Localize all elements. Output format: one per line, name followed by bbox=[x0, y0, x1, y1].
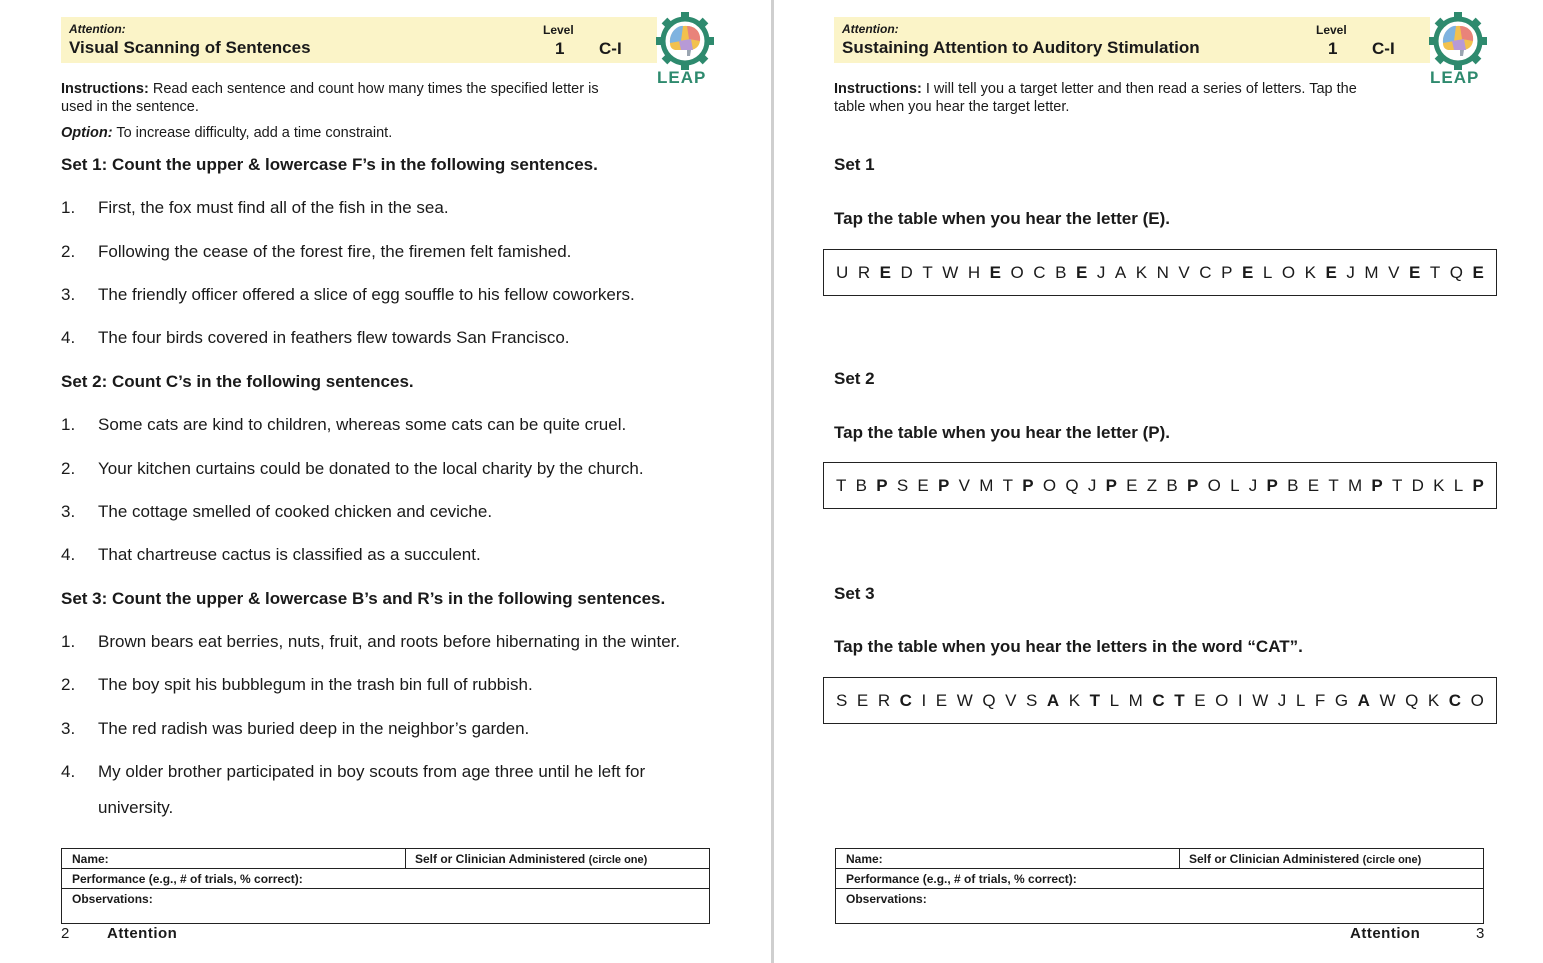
sequence-letter: N bbox=[1156, 263, 1169, 282]
sequence-letter: T bbox=[922, 263, 933, 282]
sequence-letter: Z bbox=[1146, 476, 1158, 495]
sequence-letter: R bbox=[877, 691, 891, 710]
sequence-letter: T bbox=[1429, 263, 1441, 282]
set-2-heading: Set 2 bbox=[834, 369, 875, 388]
item-sentence: The cottage smelled of cooked chicken and ceviche. bbox=[98, 502, 493, 521]
sequence-letter: C bbox=[899, 691, 912, 710]
performance-label: Performance (e.g., # of trials, % correct): bbox=[72, 872, 303, 886]
section-name: Attention bbox=[1350, 925, 1421, 942]
instructions-text: I will tell you a target letter and then read a series of letters. Tap the bbox=[921, 81, 1357, 97]
sequence-letter: P bbox=[1105, 476, 1117, 495]
option-text: To increase difficulty, add a time constraint. bbox=[112, 125, 393, 141]
category-label: Attention: bbox=[842, 22, 899, 36]
sequence-letter: J bbox=[1248, 476, 1258, 495]
set-2-prompt: Tap the table when you hear the letter (P). bbox=[834, 423, 1170, 442]
sequence-letter: E bbox=[935, 691, 948, 710]
item-sentence: First, the fox must find all of the fish in the sea. bbox=[98, 198, 449, 217]
instructions bbox=[834, 80, 1424, 116]
item-number: 4. bbox=[61, 545, 76, 564]
sequence-letter: B bbox=[855, 476, 867, 495]
sequence-letter: C bbox=[1152, 691, 1165, 710]
letter-sequence bbox=[836, 263, 1484, 283]
logo-text: LEAP bbox=[657, 68, 707, 87]
brain-gear-icon bbox=[655, 12, 715, 70]
admin-note: (circle one) bbox=[1362, 854, 1422, 866]
sequence-letter: E bbox=[1075, 263, 1088, 282]
sequence-letter: E bbox=[1241, 263, 1254, 282]
sequence-letter: P bbox=[1221, 263, 1233, 282]
sequence-letter: J bbox=[1096, 263, 1106, 282]
item-number: 3. bbox=[61, 719, 76, 738]
item-sentence: My older brother participated in boy scouts from age three until he left for bbox=[98, 762, 646, 781]
leap-logo bbox=[655, 12, 715, 90]
instructions-text: Read each sentence and count how many times the specified letter is bbox=[148, 81, 599, 97]
sequence-letter: M bbox=[1364, 263, 1379, 282]
admin-text: Self or Clinician Administered bbox=[415, 852, 586, 866]
sequence-letter: S bbox=[896, 476, 909, 495]
instructions-text-cont: used in the sentence. bbox=[61, 99, 199, 115]
sequence-letter: E bbox=[1408, 263, 1421, 282]
item-sentence: The friendly officer offered a slice of egg souffle to his fellow coworkers. bbox=[98, 285, 635, 304]
sequence-letter: V bbox=[1005, 691, 1017, 710]
item-number: 3. bbox=[61, 502, 76, 521]
sequence-letter: M bbox=[1128, 691, 1143, 710]
sequence-letter: Q bbox=[1065, 476, 1079, 495]
observations-label: Observations: bbox=[72, 892, 153, 906]
sequence-letter: F bbox=[1314, 691, 1326, 710]
page-number: 3 bbox=[1476, 925, 1485, 942]
footer bbox=[61, 925, 69, 942]
sequence-letter: W bbox=[942, 263, 959, 282]
sequence-letter: A bbox=[1046, 691, 1060, 710]
sequence-letter: Q bbox=[1449, 263, 1464, 282]
worksheet-title: Visual Scanning of Sentences bbox=[69, 38, 311, 57]
item-number: 1. bbox=[61, 198, 76, 217]
sequence-letter: K bbox=[1135, 263, 1148, 282]
admin-label bbox=[415, 852, 647, 866]
letter-sequence-box bbox=[823, 677, 1497, 724]
set-1-heading: Set 1 bbox=[834, 155, 875, 174]
sequence-letter: L bbox=[1295, 691, 1306, 710]
leap-logo bbox=[1428, 12, 1488, 90]
form-divider bbox=[405, 849, 406, 869]
record-form bbox=[61, 848, 710, 924]
sequence-letter: D bbox=[900, 263, 913, 282]
item-sentence: Brown bears eat berries, nuts, fruit, and roots before hibernating in the winter. bbox=[98, 632, 681, 651]
sequence-letter: H bbox=[967, 263, 981, 282]
letter-sequence bbox=[836, 691, 1484, 711]
option-label: Option: bbox=[61, 125, 113, 141]
item-sentence: The four birds covered in feathers flew towards San Francisco. bbox=[98, 328, 570, 347]
sequence-letter: W bbox=[1379, 691, 1396, 710]
set-2-heading: Set 2: Count C’s in the following sentences. bbox=[61, 372, 414, 391]
set-3-prompt: Tap the table when you hear the letters in the word “CAT”. bbox=[834, 637, 1303, 656]
sequence-letter: T bbox=[1002, 476, 1014, 495]
letter-sequence-box bbox=[823, 462, 1497, 509]
form-row-performance bbox=[62, 869, 709, 889]
sequence-letter: E bbox=[1307, 476, 1320, 495]
admin-text: Self or Clinician Administered bbox=[1189, 852, 1360, 866]
sequence-letter: I bbox=[921, 691, 927, 710]
item-number: 4. bbox=[61, 762, 76, 781]
sequence-letter: B bbox=[1287, 476, 1299, 495]
level-code: C-I bbox=[599, 39, 622, 58]
sequence-letter: T bbox=[1328, 476, 1339, 495]
worksheet-title: Sustaining Attention to Auditory Stimulation bbox=[842, 38, 1200, 57]
instructions-label: Instructions: bbox=[834, 81, 922, 97]
worksheet-header bbox=[61, 17, 657, 63]
sequence-letter: Q bbox=[982, 691, 996, 710]
logo-text: LEAP bbox=[1430, 68, 1480, 87]
sequence-letter: L bbox=[1262, 263, 1273, 282]
sequence-letter: J bbox=[1346, 263, 1355, 282]
name-label: Name: bbox=[72, 852, 109, 866]
item-number: 2. bbox=[61, 242, 76, 261]
form-row-name bbox=[62, 849, 709, 869]
sequence-letter: T bbox=[1174, 691, 1185, 710]
item-number: 4. bbox=[61, 328, 76, 347]
sequence-letter: O bbox=[1010, 263, 1024, 282]
sequence-letter: U bbox=[836, 263, 849, 282]
sequence-letter: O bbox=[1281, 263, 1296, 282]
sequence-letter: L bbox=[1453, 476, 1464, 495]
item-number: 2. bbox=[61, 675, 76, 694]
sequence-letter: J bbox=[1087, 476, 1097, 495]
item-number: 2. bbox=[61, 459, 76, 478]
sequence-letter: P bbox=[1022, 476, 1034, 495]
item-sentence: Following the cease of the forest fire, the firemen felt famished. bbox=[98, 242, 572, 261]
sequence-letter: M bbox=[979, 476, 994, 495]
sequence-letter: P bbox=[876, 476, 888, 495]
right-page bbox=[774, 0, 1543, 963]
sequence-letter: S bbox=[836, 691, 848, 710]
performance-label: Performance (e.g., # of trials, % correct): bbox=[846, 872, 1077, 886]
sequence-letter: T bbox=[836, 476, 847, 495]
form-divider bbox=[1179, 849, 1180, 869]
level-label: Level bbox=[1316, 23, 1347, 37]
sequence-letter: V bbox=[958, 476, 970, 495]
sequence-letter: E bbox=[1325, 263, 1337, 282]
form-row-performance bbox=[836, 869, 1483, 889]
sequence-letter: A bbox=[1357, 691, 1370, 710]
letter-sequence-box bbox=[823, 249, 1497, 296]
form-row-observations bbox=[836, 889, 1483, 909]
sequence-letter: O bbox=[1207, 476, 1221, 495]
item-sentence: Some cats are kind to children, whereas some cats can be quite cruel. bbox=[98, 415, 627, 434]
sequence-letter: K bbox=[1427, 691, 1440, 710]
form-row-name bbox=[836, 849, 1483, 869]
sequence-letter: C bbox=[1448, 691, 1462, 710]
sequence-letter: L bbox=[1230, 476, 1240, 495]
name-label: Name: bbox=[846, 852, 883, 866]
sequence-letter: R bbox=[857, 263, 871, 282]
sequence-letter: Q bbox=[1405, 691, 1419, 710]
sequence-letter: E bbox=[917, 476, 929, 495]
sequence-letter: K bbox=[1304, 263, 1316, 282]
item-number: 1. bbox=[61, 415, 76, 434]
sequence-letter: P bbox=[938, 476, 950, 495]
sequence-letter: T bbox=[1089, 691, 1101, 710]
sequence-letter: E bbox=[1472, 263, 1484, 282]
instructions bbox=[61, 80, 651, 116]
brain-gear-icon bbox=[1428, 12, 1488, 70]
footer-section bbox=[1350, 925, 1420, 942]
item-sentence: The boy spit his bubblegum in the trash bin full of rubbish. bbox=[98, 675, 533, 694]
level-number: 1 bbox=[1328, 39, 1338, 58]
level-code: C-I bbox=[1372, 39, 1395, 58]
sequence-letter: C bbox=[1033, 263, 1046, 282]
option-line bbox=[61, 124, 392, 142]
form-row-observations bbox=[62, 889, 709, 909]
sequence-letter: O bbox=[1042, 476, 1057, 495]
level-label: Level bbox=[543, 23, 574, 37]
sequence-letter: W bbox=[956, 691, 973, 710]
item-number: 1. bbox=[61, 632, 76, 651]
sequence-letter: T bbox=[1391, 476, 1403, 495]
observations-label: Observations: bbox=[846, 892, 927, 906]
instructions-text-cont: table when you hear the target letter. bbox=[834, 99, 1070, 115]
sequence-letter: G bbox=[1334, 691, 1349, 710]
letter-sequence bbox=[836, 476, 1484, 496]
sequence-letter: O bbox=[1215, 691, 1229, 710]
sequence-letter: J bbox=[1277, 691, 1287, 710]
sequence-letter: V bbox=[1178, 263, 1190, 282]
sequence-letter: L bbox=[1109, 691, 1120, 710]
sequence-letter: E bbox=[879, 263, 891, 282]
footer bbox=[1476, 925, 1484, 942]
item-number: 3. bbox=[61, 285, 76, 304]
admin-label bbox=[1189, 852, 1421, 866]
sequence-letter: O bbox=[1470, 691, 1484, 710]
sequence-letter: E bbox=[856, 691, 869, 710]
sequence-letter: D bbox=[1411, 476, 1424, 495]
sequence-letter: P bbox=[1472, 476, 1484, 495]
item-sentence: The red radish was buried deep in the neighbor’s garden. bbox=[98, 719, 530, 738]
sequence-letter: P bbox=[1371, 476, 1383, 495]
footer-section bbox=[107, 925, 177, 942]
worksheet-header bbox=[834, 17, 1430, 63]
sequence-letter: E bbox=[1126, 476, 1138, 495]
sequence-letter: W bbox=[1252, 691, 1269, 710]
set-1-prompt: Tap the table when you hear the letter (E). bbox=[834, 209, 1170, 228]
sequence-letter: E bbox=[1194, 691, 1206, 710]
sequence-letter: I bbox=[1237, 691, 1243, 710]
item-sentence: Your kitchen curtains could be donated to the local charity by the church. bbox=[98, 459, 644, 478]
page-number: 2 bbox=[61, 925, 70, 942]
sequence-letter: B bbox=[1166, 476, 1178, 495]
sequence-letter: P bbox=[1266, 476, 1278, 495]
sequence-letter: A bbox=[1114, 263, 1127, 282]
admin-note: (circle one) bbox=[588, 854, 648, 866]
sequence-letter: K bbox=[1433, 476, 1445, 495]
category-label: Attention: bbox=[69, 22, 126, 36]
sequence-letter: S bbox=[1026, 691, 1038, 710]
item-sentence: That chartreuse cactus is classified as a succulent. bbox=[98, 545, 481, 564]
sequence-letter: P bbox=[1187, 476, 1199, 495]
sequence-letter: C bbox=[1199, 263, 1212, 282]
level-number: 1 bbox=[555, 39, 565, 58]
set-3-heading: Set 3: Count the upper & lowercase B’s and R’s in the following sentences. bbox=[61, 589, 666, 608]
sequence-letter: B bbox=[1055, 263, 1067, 282]
instructions-label: Instructions: bbox=[61, 81, 149, 97]
set-3-heading: Set 3 bbox=[834, 584, 875, 603]
record-form bbox=[835, 848, 1484, 924]
sequence-letter: V bbox=[1388, 263, 1400, 282]
sequence-letter: E bbox=[989, 263, 1001, 282]
sequence-letter: M bbox=[1347, 476, 1363, 495]
item-sentence-cont: university. bbox=[98, 798, 174, 817]
section-name: Attention bbox=[107, 925, 178, 942]
sequence-letter: K bbox=[1068, 691, 1081, 710]
set-1-heading: Set 1: Count the upper & lowercase F’s in the following sentences. bbox=[61, 155, 598, 174]
